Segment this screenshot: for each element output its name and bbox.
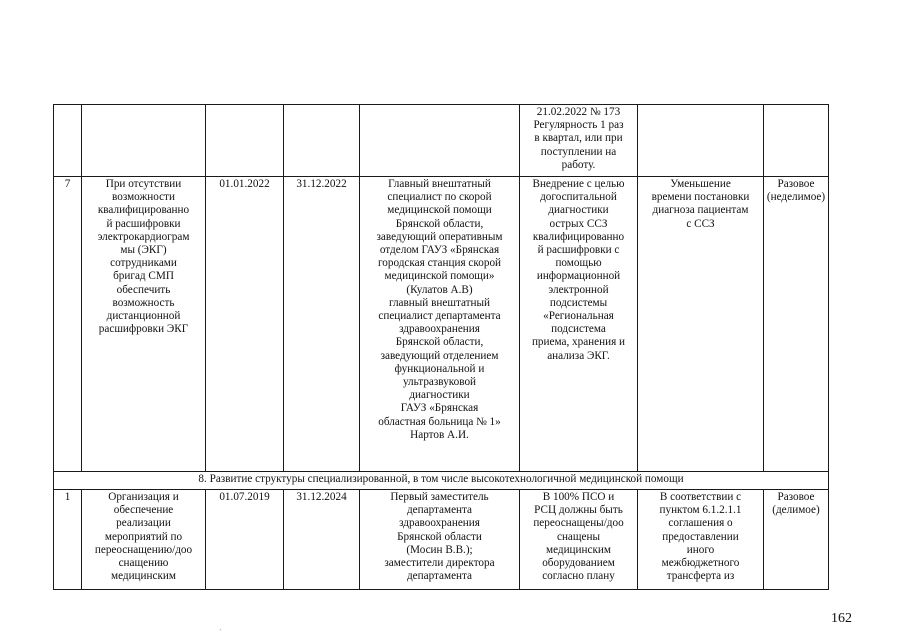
cell-responsible — [360, 490, 520, 590]
cell-text-line: дистанционной — [106, 310, 181, 323]
cell-text-line: ГАУЗ «Брянская — [400, 402, 479, 415]
cell-num: 7 — [54, 177, 82, 472]
cell-text-line: оборудованием — [542, 557, 615, 570]
cell-text-line: здравоохранения — [399, 517, 480, 530]
cell-result — [520, 490, 638, 590]
cell-text-line: Брянской области — [397, 530, 482, 543]
cell-text-line: заведующий оперативным — [376, 230, 503, 243]
cell-text-line: й расшифровки — [106, 217, 181, 230]
cell-text-line: электронной — [548, 283, 609, 296]
table-row-7 — [54, 177, 829, 472]
cell-text-line: согласно плану — [542, 570, 615, 583]
cell-text-line: здравоохранения — [399, 323, 480, 336]
cell-text-line: обеспечение — [113, 504, 174, 517]
cell-text-line: сотрудниками — [110, 257, 177, 270]
cell-text-line: городская станция скорой — [377, 257, 502, 270]
cell-event — [82, 105, 206, 177]
cell-text-line: анализа ЭКГ. — [547, 349, 610, 362]
cell-start-date: 01.01.2022 — [206, 177, 284, 472]
cell-text-line: соглашения о — [668, 517, 733, 530]
cell-text-line: медицинским — [545, 543, 611, 556]
cell-text-line: заведующий отделением — [380, 349, 499, 362]
table-row-1 — [54, 490, 829, 590]
cell-text-line: острых ССЗ — [549, 217, 608, 230]
cell-text-line: Первый заместитель — [390, 491, 489, 503]
cell-text-line: специалист департамента — [378, 310, 501, 323]
cell-text-line: в квартал, или при — [534, 132, 623, 145]
cell-text-line: времени постановки — [651, 191, 750, 204]
cell-text-line: с ССЗ — [686, 217, 715, 230]
cell-text-line: подсистемы — [549, 296, 608, 309]
cell-text-line: Внедрение с целью — [532, 178, 625, 190]
cell-text-line: электрокардиограм — [97, 230, 190, 243]
cell-text-line: мы (ЭКГ) — [120, 244, 167, 257]
cell-text-line: Разовое — [777, 178, 815, 190]
cell-text-line: отделом ГАУЗ «Брянская — [379, 244, 500, 257]
cell-text-line: главный внештатный — [388, 296, 491, 309]
cell-text-line: мероприятий по — [104, 530, 183, 543]
cell-text-line: реализации — [116, 517, 171, 530]
cell-effect — [638, 105, 764, 177]
cell-event — [82, 490, 206, 590]
cell-text-line: медицинской помощи» — [384, 270, 495, 283]
cell-text-line: переоснащению/доо — [94, 543, 193, 556]
cell-text-line: Нартов А.И. — [410, 428, 469, 441]
cell-text-line: возможности — [112, 191, 175, 204]
cell-text-line: функциональной и — [394, 362, 485, 375]
cell-text-line: приема, хранения и — [531, 336, 626, 349]
measures-table — [53, 104, 829, 590]
table-row-continuation — [54, 105, 829, 177]
cell-start-date: 01.07.2019 — [206, 490, 284, 590]
cell-text-line: Разовое — [777, 491, 815, 503]
cell-text-line: Главный внештатный — [388, 178, 491, 190]
cell-text-line: квалифицированно — [97, 204, 190, 217]
cell-text-line: В соответствии с — [659, 491, 742, 503]
cell-text-line: Регулярность 1 раз — [533, 119, 624, 132]
page-number: 162 — [831, 611, 852, 626]
cell-text-line: трансферта из — [666, 570, 735, 583]
cell-text-line: департамента — [406, 504, 473, 517]
cell-text-line: специалист по скорой — [387, 191, 492, 204]
cell-text-line: подсистема — [551, 323, 606, 336]
cell-text-line: При отсутствии — [105, 178, 182, 190]
cell-text-line: департамента — [406, 570, 473, 583]
cell-text-line: информационной — [536, 270, 621, 283]
cell-text-line: поступлении на — [540, 145, 617, 158]
cell-text-line: заместители директора — [384, 557, 495, 570]
cell-responsible — [360, 177, 520, 472]
cell-type — [764, 177, 829, 472]
cell-text-line: межбюджетного — [661, 557, 740, 570]
cell-end-date: 31.12.2022 — [284, 177, 360, 472]
cell-text-line: (Мосин В.В.); — [406, 543, 473, 556]
cell-result — [520, 105, 638, 177]
cell-text-line: квалифицированно — [532, 230, 625, 243]
cell-text-line: снащены — [556, 530, 600, 543]
cell-text-line: снащению — [118, 557, 169, 570]
cell-text-line: диагностики — [548, 204, 609, 217]
cell-text-line: переоснащены/доо — [533, 517, 624, 530]
cell-text-line: Уменьшение — [670, 178, 731, 190]
cell-text-line: догоспитальной — [540, 191, 617, 204]
cell-event — [82, 177, 206, 472]
cell-text-line: иного — [686, 543, 715, 556]
scan-speck: ´ — [219, 628, 222, 637]
cell-num — [54, 105, 82, 177]
cell-effect — [638, 490, 764, 590]
section-title: 8. Развитие структуры специализированной, в том числе высокотехнологичной медицинской помощи — [54, 472, 829, 490]
cell-text-line: помощью — [555, 257, 602, 270]
cell-responsible — [360, 105, 520, 177]
cell-text-line: Брянской области, — [395, 217, 484, 230]
cell-text-line: диагноза пациентам — [652, 204, 749, 217]
cell-end-date: 31.12.2024 — [284, 490, 360, 590]
cell-text-line: РСЦ должны быть — [534, 504, 623, 517]
cell-type — [764, 490, 829, 590]
cell-result — [520, 177, 638, 472]
cell-text-line: диагностики — [409, 389, 470, 402]
cell-text-line: (Кулатов А.В) — [406, 283, 473, 296]
cell-text-line: пунктом 6.1.2.1.1 — [659, 504, 742, 517]
cell-end-date — [284, 105, 360, 177]
cell-text-line: ультразвуковой — [402, 376, 477, 389]
cell-text-line: областная больница № 1» — [378, 415, 501, 428]
cell-effect — [638, 177, 764, 472]
cell-text-line: медицинским — [110, 570, 176, 583]
cell-text-line: обеспечить — [116, 283, 171, 296]
cell-text-line: В 100% ПСО и — [542, 491, 615, 503]
cell-text-line: «Региональная — [543, 310, 614, 323]
cell-text-line: расшифровки ЭКГ — [98, 323, 189, 336]
cell-text-line: Брянской области, — [395, 336, 484, 349]
cell-type — [764, 105, 829, 177]
section-header-row — [54, 472, 829, 490]
cell-text-line: возможность — [112, 296, 175, 309]
cell-text-line: предоставлении — [662, 530, 739, 543]
cell-text-line: работу. — [561, 158, 596, 171]
cell-num: 1 — [54, 490, 82, 590]
cell-text-line: (делимое) — [772, 504, 820, 517]
cell-start-date — [206, 105, 284, 177]
cell-text-line: й расшифровки с — [537, 244, 620, 257]
cell-text-line: медицинской помощи — [387, 204, 492, 217]
cell-text-line: (неделимое) — [766, 191, 826, 204]
cell-text-line: бригад СМП — [113, 270, 174, 283]
cell-text-line: 21.02.2022 № 173 — [536, 106, 621, 118]
cell-text-line: Организация и — [108, 491, 179, 503]
